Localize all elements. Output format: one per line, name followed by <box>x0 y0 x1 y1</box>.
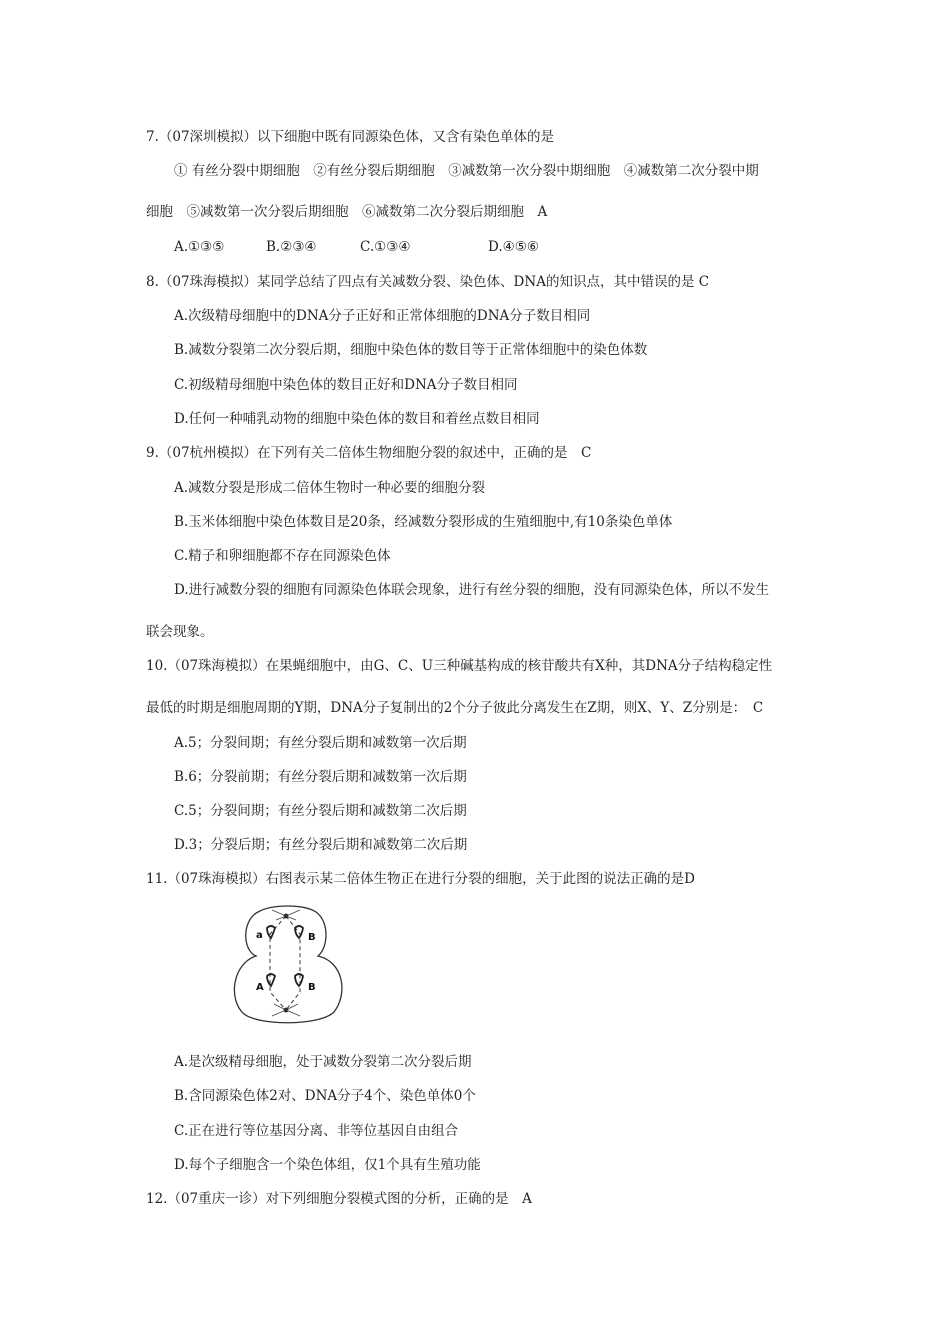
question-10-option-d: D.3；分裂后期；有丝分裂后期和减数第二次后期 <box>174 837 468 853</box>
question-7-stem: 7.（07深圳模拟）以下细胞中既有同源染色体，又含有染色单体的是 <box>146 129 555 145</box>
question-11-option-b: B.含同源染色体2对、DNA分子4个、染色单体0个 <box>174 1088 476 1104</box>
gene-label-b-lower: B <box>308 982 316 993</box>
question-11-option-c: C.正在进行等位基因分离、非等位基因自由组合 <box>174 1123 459 1139</box>
question-11-stem: 11.（07珠海模拟）右图表示某二倍体生物正在进行分裂的细胞，关于此图的说法正确的是D <box>146 871 695 887</box>
question-10-option-c: C.5；分裂间期；有丝分裂后期和减数第二次后期 <box>174 803 467 819</box>
cell-membrane <box>234 906 342 1023</box>
question-10-option-b: B.6；分裂前期；有丝分裂后期和减数第一次后期 <box>174 769 467 785</box>
question-7-options <box>174 238 539 256</box>
question-9-stem: 9.（07杭州模拟）在下列有关二倍体生物细胞分裂的叙述中，正确的是 C <box>146 445 592 461</box>
question-7-option-b: B.②③④ <box>266 239 317 255</box>
gene-label-a-upper: A <box>256 982 264 993</box>
chromosome-upper-right <box>295 926 303 938</box>
dividing-cell-figure <box>226 898 350 1028</box>
question-7-items-line1: ① 有丝分裂中期细胞 ②有丝分裂后期细胞 ③减数第一次分裂中期细胞 ④减数第二次分裂中期 <box>174 163 759 179</box>
question-8-option-a: A.次级精母细胞中的DNA分子正好和正常体细胞的DNA分子数目相同 <box>174 308 591 324</box>
chromosomes-lower <box>267 974 303 986</box>
chromosome-lower-right <box>295 974 303 986</box>
question-12-stem: 12.（07重庆一诊）对下列细胞分裂模式图的分析，正确的是 A <box>146 1191 532 1207</box>
question-10-option-a: A.5；分裂间期；有丝分裂后期和减数第一次后期 <box>174 735 467 751</box>
question-7-option-d: D.④⑤⑥ <box>488 239 539 255</box>
question-9-option-c: C.精子和卵细胞都不存在同源染色体 <box>174 548 391 564</box>
question-11-option-d: D.每个子细胞含一个染色体组，仅1个具有生殖功能 <box>174 1157 481 1173</box>
question-9-option-d-continuation: 联会现象。 <box>146 624 214 640</box>
gene-label-a: a <box>256 930 263 941</box>
chromosome-upper-left <box>267 926 275 938</box>
chromosomes-upper <box>267 926 303 938</box>
question-8-option-d: D.任何一种哺乳动物的细胞中染色体的数目和着丝点数目相同 <box>174 411 540 427</box>
question-9-option-d: D.进行减数分裂的细胞有同源染色体联会现象，进行有丝分裂的细胞，没有同源染色体，所以不发生 <box>174 582 770 598</box>
gene-label-b-upper: B <box>308 932 316 943</box>
question-10-stem: 10.（07珠海模拟）在果蝇细胞中，由G、C、U三种碱基构成的核苷酸共有X种，其DNA分子结构稳定性 <box>146 658 773 674</box>
chromosome-lower-left <box>267 974 275 986</box>
question-9-option-a: A.减数分裂是形成二倍体生物时一种必要的细胞分裂 <box>174 480 486 496</box>
question-8-option-b: B.减数分裂第二次分裂后期，细胞中染色体的数目等于正常体细胞中的染色体数 <box>174 342 648 358</box>
question-11-option-a: A.是次级精母细胞，处于减数分裂第二次分裂后期 <box>174 1054 472 1070</box>
question-10-stem-line2: 最低的时期是细胞周期的Y期，DNA分子复制出的2个分子彼此分离发生在Z期，则X、Y、Z分别是： C <box>146 700 764 716</box>
question-7-option-c: C.①③④ <box>360 239 411 255</box>
question-8-option-c: C.初级精母细胞中染色体的数目正好和DNA分子数目相同 <box>174 377 518 393</box>
question-7-items-line2: 细胞 ⑤减数第一次分裂后期细胞 ⑥减数第二次分裂后期细胞 A <box>146 204 548 220</box>
question-9-option-b: B.玉米体细胞中染色体数目是20条，经减数分裂形成的生殖细胞中,有10条染色单体 <box>174 514 673 530</box>
question-7-option-a: A.①③⑤ <box>174 239 225 255</box>
question-8-stem: 8.（07珠海模拟）某同学总结了四点有关减数分裂、染色体、DNA的知识点，其中错误的是 C <box>146 274 710 290</box>
